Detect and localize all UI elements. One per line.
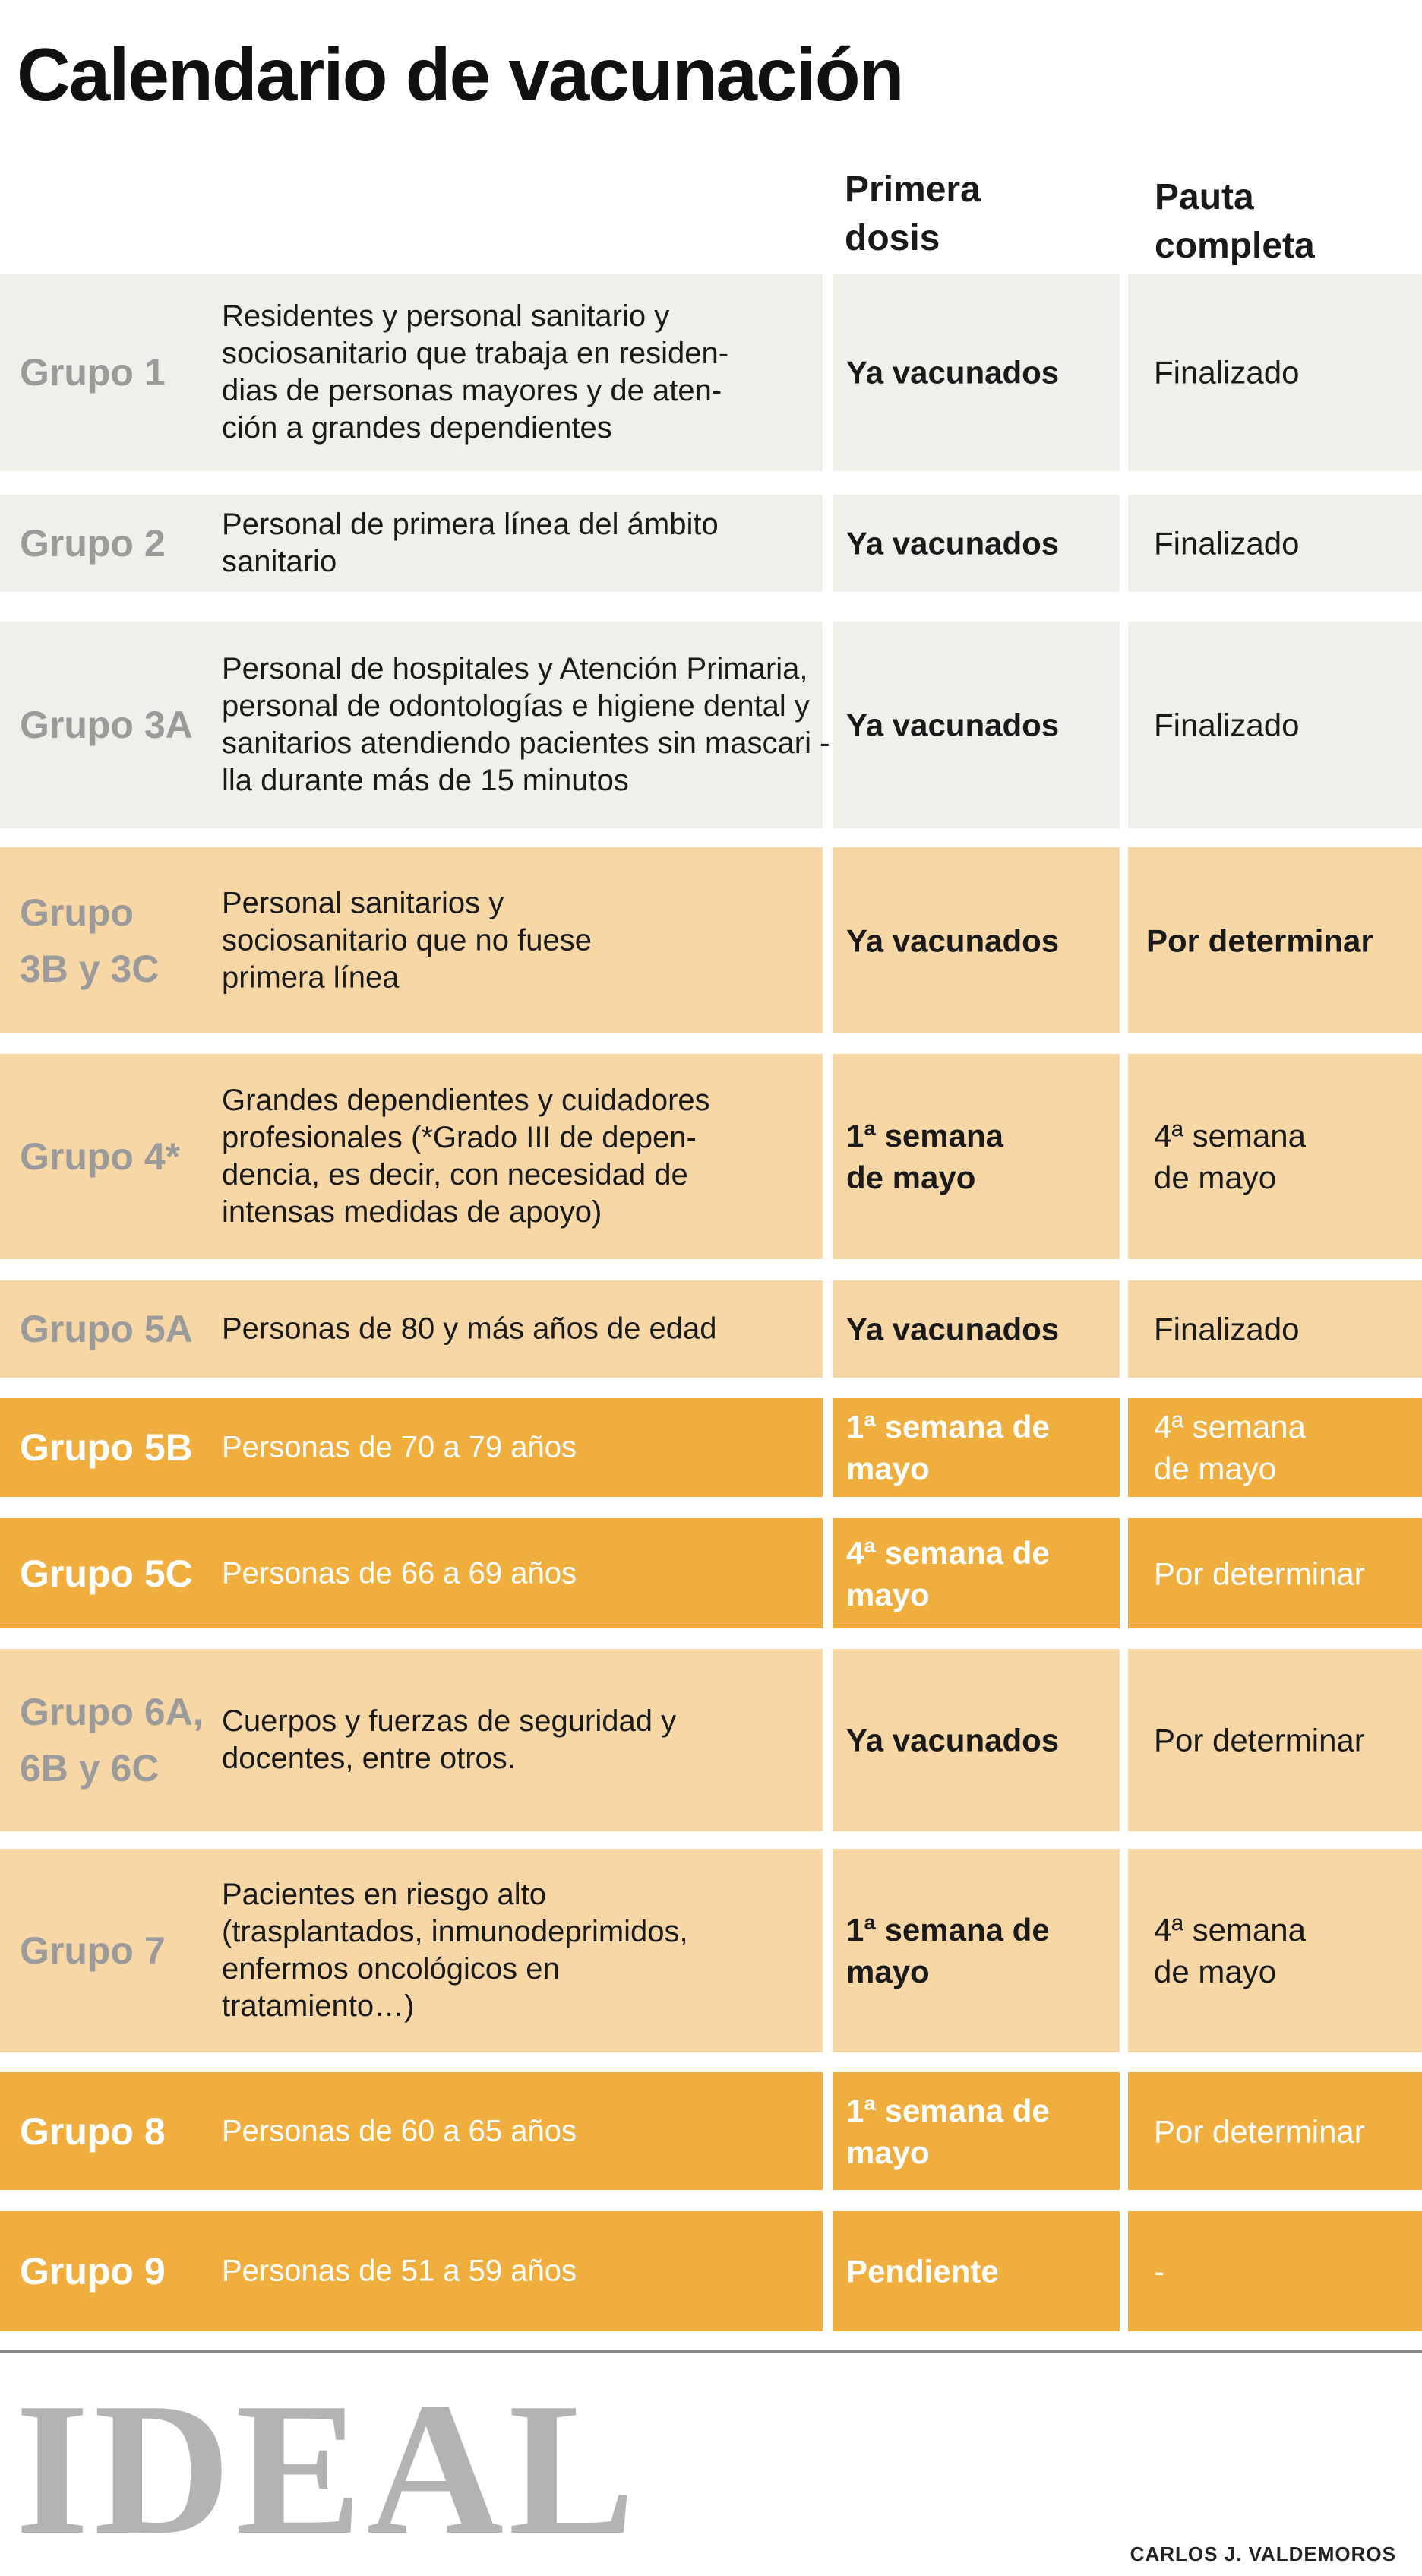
group-name-line: Grupo 5A	[20, 1308, 193, 1350]
value-line: mayo	[846, 1451, 930, 1486]
description-line: sanitario	[222, 545, 337, 578]
description-line: profesionales (*Grado III de depen-	[222, 1121, 697, 1154]
value-line: 1ª semana de	[846, 1912, 1050, 1948]
description-line: sociosanitario que no fuese	[222, 923, 592, 957]
group-description	[222, 298, 822, 447]
first-dose-value	[846, 1720, 1059, 1761]
description-line: Personas de 80 y más años de edad	[222, 1312, 717, 1346]
full-schedule-cell	[1128, 495, 1422, 592]
group-description	[222, 885, 822, 996]
table-row	[0, 1054, 1422, 1259]
full-schedule-column-header	[1155, 173, 1315, 271]
group-cell	[0, 1398, 823, 1497]
description-line: Grandes dependientes y cuidadores	[222, 1084, 710, 1117]
first-dose-cell	[833, 1518, 1120, 1628]
group-name-line: Grupo 5C	[20, 1552, 193, 1595]
first-dose-cell	[833, 1398, 1120, 1497]
description-line: Personal sanitarios y	[222, 886, 504, 919]
full-schedule-cell	[1128, 1649, 1422, 1831]
value-line: mayo	[846, 2134, 930, 2170]
description-line: Personal de primera línea del ámbito	[222, 508, 719, 541]
group-name-line: 6B y 6C	[20, 1747, 160, 1790]
first-dose-cell	[833, 274, 1120, 471]
group-name-line: Grupo 3A	[20, 704, 193, 746]
value-line: de mayo	[846, 1160, 976, 1195]
first-dose-cell	[833, 1649, 1120, 1831]
group-name	[20, 1923, 166, 1979]
full-schedule-value	[1146, 919, 1373, 961]
full-schedule-cell	[1128, 2211, 1422, 2331]
full-schedule-value	[1154, 2251, 1164, 2293]
first-dose-cell	[833, 2072, 1120, 2190]
group-name	[20, 1684, 204, 1796]
value-line: Ya vacunados	[846, 1722, 1060, 1758]
description-line: Cuerpos y fuerzas de seguridad y	[222, 1704, 677, 1738]
description-line: sociosanitario que trabaja en residen-	[222, 337, 729, 370]
group-name	[20, 1419, 193, 1476]
full-schedule-value	[1154, 1406, 1306, 1489]
group-cell	[0, 2072, 823, 2190]
group-name-line: Grupo 8	[20, 2109, 166, 2153]
group-name	[20, 1301, 193, 1357]
table-row	[0, 1280, 1422, 1378]
full-schedule-value	[1154, 1909, 1306, 1992]
full-schedule-cell	[1128, 1518, 1422, 1628]
footer-divider	[0, 2350, 1422, 2353]
group-cell	[0, 1518, 823, 1628]
description-line: personal de odontologías e higiene dental y	[222, 689, 810, 723]
description-line: intensas medidas de apoyo)	[222, 1195, 602, 1229]
group-name	[20, 2243, 166, 2299]
value-line: Ya vacunados	[846, 707, 1060, 743]
value-line: de mayo	[1154, 1954, 1277, 1989]
full-schedule-header-line: completa	[1155, 226, 1315, 266]
first-dose-value	[846, 1909, 1050, 1992]
table-row	[0, 847, 1422, 1033]
table-row	[0, 1518, 1422, 1628]
group-cell	[0, 495, 823, 592]
group-description	[222, 1555, 822, 1592]
group-cell	[0, 2211, 823, 2331]
group-name-line: 3B y 3C	[20, 947, 160, 990]
author-credit: CARLOS J. VALDEMOROS	[1130, 2543, 1396, 2565]
value-line: Finalizado	[1154, 525, 1300, 562]
group-cell	[0, 1849, 823, 2052]
full-schedule-value	[1154, 1115, 1306, 1198]
first-dose-cell	[833, 1054, 1120, 1259]
description-line: Personas de 51 a 59 años	[222, 2254, 577, 2288]
first-dose-cell	[833, 495, 1120, 592]
group-name	[20, 885, 159, 997]
full-schedule-header-line: Pauta	[1155, 177, 1254, 217]
value-line: Finalizado	[1154, 354, 1300, 391]
value-line: 4ª semana	[1154, 1912, 1306, 1948]
description-line: Residentes y personal sanitario y	[222, 299, 670, 333]
description-line: (trasplantados, inmunodeprimidos,	[222, 1915, 688, 1948]
group-name	[20, 697, 193, 753]
group-cell	[0, 1054, 823, 1259]
value-line: Pendiente	[846, 2253, 999, 2290]
value-line: Ya vacunados	[846, 1311, 1060, 1347]
table-row	[0, 274, 1422, 471]
first-dose-value	[846, 704, 1059, 746]
group-name-line: Grupo 7	[20, 1929, 166, 1972]
description-line: dencia, es decir, con necesidad de	[222, 1158, 688, 1191]
table-row	[0, 2211, 1422, 2331]
value-line: de mayo	[1154, 1160, 1277, 1195]
full-schedule-value	[1154, 2110, 1365, 2152]
group-description	[222, 2253, 822, 2290]
group-description	[222, 1082, 822, 1231]
full-schedule-value	[1154, 1309, 1299, 1350]
ideal-logo: IDEAL	[15, 2364, 640, 2574]
group-name	[20, 344, 166, 400]
group-name-line: Grupo 2	[20, 522, 166, 565]
group-cell	[0, 1649, 823, 1831]
value-line: 4ª semana de	[846, 1534, 1050, 1571]
value-line: -	[1154, 2253, 1164, 2290]
group-description	[222, 1429, 822, 1467]
page-title: Calendario de vacunación	[17, 33, 903, 116]
first-dose-cell	[833, 847, 1120, 1033]
full-schedule-value	[1154, 1720, 1365, 1761]
full-schedule-value	[1154, 352, 1299, 394]
group-name	[20, 515, 166, 571]
first-dose-cell	[833, 622, 1120, 828]
value-line: Por determinar	[1154, 1555, 1365, 1591]
value-line: Por determinar	[1154, 2113, 1365, 2149]
group-name-line: Grupo 4*	[20, 1135, 181, 1178]
first-dose-cell	[833, 1280, 1120, 1378]
group-name-line: Grupo 1	[20, 351, 166, 394]
full-schedule-cell	[1128, 1849, 1422, 2052]
description-line: Personas de 70 a 79 años	[222, 1430, 577, 1464]
first-dose-value	[846, 523, 1059, 565]
value-line: 1ª semana de	[846, 1409, 1050, 1445]
group-name-line: Grupo 6A,	[20, 1691, 204, 1733]
description-line: tratamiento…)	[222, 1989, 415, 2023]
group-description	[222, 1876, 822, 2025]
group-name	[20, 1546, 193, 1602]
full-schedule-value	[1154, 1552, 1365, 1594]
value-line: mayo	[846, 1954, 930, 1989]
full-schedule-cell	[1128, 2072, 1422, 2190]
value-line: Por determinar	[1146, 922, 1373, 958]
value-line: 1ª semana de	[846, 2092, 1050, 2128]
value-line: Ya vacunados	[846, 922, 1060, 958]
description-line: enfermos oncológicos en	[222, 1952, 560, 1986]
full-schedule-cell	[1128, 847, 1422, 1033]
value-line: Finalizado	[1154, 707, 1300, 743]
full-schedule-value	[1154, 704, 1299, 746]
group-name	[20, 2103, 166, 2160]
table-row	[0, 622, 1422, 828]
first-dose-value	[846, 2090, 1050, 2173]
group-name-line: Grupo	[20, 891, 134, 934]
value-line: 1ª semana	[846, 1118, 1004, 1154]
group-cell	[0, 274, 823, 471]
group-description	[222, 2112, 822, 2150]
first-dose-cell	[833, 1849, 1120, 2052]
full-schedule-value	[1154, 523, 1299, 565]
table-row	[0, 2072, 1422, 2190]
first-dose-value	[846, 2251, 999, 2293]
group-cell	[0, 1280, 823, 1378]
description-line: primera línea	[222, 960, 400, 994]
full-schedule-cell	[1128, 1280, 1422, 1378]
full-schedule-cell	[1128, 622, 1422, 828]
group-description	[222, 1311, 822, 1348]
first-dose-cell	[833, 2211, 1120, 2331]
value-line: 4ª semana	[1154, 1409, 1306, 1445]
value-line: Finalizado	[1154, 1311, 1300, 1347]
description-line: Personas de 60 a 65 años	[222, 2114, 577, 2147]
group-description	[222, 506, 822, 581]
first-dose-value	[846, 1406, 1050, 1489]
group-cell	[0, 622, 830, 828]
description-line: Personas de 66 a 69 años	[222, 1556, 577, 1590]
value-line: de mayo	[1154, 1451, 1277, 1486]
first-dose-value	[846, 352, 1059, 394]
first-dose-header-line: Primera	[845, 169, 981, 210]
description-line: Personal de hospitales y Atención Primaria,	[222, 652, 808, 685]
description-line: docentes, entre otros.	[222, 1742, 516, 1775]
value-line: Por determinar	[1154, 1722, 1365, 1758]
table-row	[0, 1398, 1422, 1497]
description-line: ción a grandes dependientes	[222, 411, 612, 445]
group-description	[222, 650, 830, 799]
table-row	[0, 1649, 1422, 1831]
table-row	[0, 1849, 1422, 2052]
full-schedule-cell	[1128, 1398, 1422, 1497]
first-dose-column-header	[845, 166, 981, 263]
group-name	[20, 1128, 180, 1185]
value-line: mayo	[846, 1576, 930, 1612]
first-dose-value	[846, 1309, 1059, 1350]
first-dose-header-line: dosis	[845, 218, 940, 258]
group-cell	[0, 847, 823, 1033]
table-row	[0, 495, 1422, 592]
description-line: Pacientes en riesgo alto	[222, 1878, 546, 1911]
full-schedule-cell	[1128, 274, 1422, 471]
group-name-line: Grupo 9	[20, 2250, 166, 2293]
value-line: Ya vacunados	[846, 525, 1060, 562]
value-line: Ya vacunados	[846, 354, 1060, 391]
description-line: sanitarios atendiendo pacientes sin mascari -	[222, 726, 830, 760]
first-dose-value	[846, 1115, 1003, 1198]
full-schedule-cell	[1128, 1054, 1422, 1259]
group-name-line: Grupo 5B	[20, 1426, 193, 1469]
value-line: 4ª semana	[1154, 1118, 1306, 1154]
first-dose-value	[846, 919, 1059, 961]
description-line: dias de personas mayores y de aten-	[222, 374, 722, 407]
group-description	[222, 1703, 822, 1777]
description-line: lla durante más de 15 minutos	[222, 764, 629, 797]
first-dose-value	[846, 1532, 1050, 1616]
